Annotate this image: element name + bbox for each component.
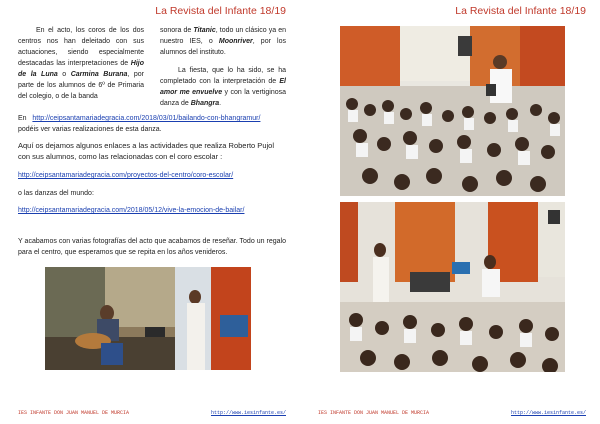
link-vive-line [18, 205, 286, 216]
link-bhangramur[interactable]: http://ceipsantamariadegracia.com/2018/03/01/bailando-con-bhangramur/ [32, 115, 261, 122]
right-page [300, 0, 600, 424]
footer-school-right: IES INFANTE DON JUAN MANUEL DE MURCIA [318, 410, 430, 416]
p3-b: y con la vertiginosa danza de [160, 89, 286, 107]
paragraph-titanic [160, 25, 286, 58]
text-column-2 [160, 25, 286, 109]
paragraph-fiesta [160, 65, 286, 109]
photo-guitarist-singer [45, 267, 251, 370]
intro-text: En el acto, los coros de los dos centros nos han deleitado con sus actuaciones, siendo especialmente destacadas las interpretaciones de [18, 27, 144, 67]
header-title: La Revista del Infante 18/19 [155, 5, 286, 17]
text-column-1 [18, 25, 144, 102]
p2-c: , por los alumnos del instituto. [160, 38, 286, 56]
link1-paragraph [18, 113, 286, 135]
link-vive-emocion[interactable]: http://ceipsantamariadegracia.com/2018/05/12/vive-la-emocion-de-bailar/ [18, 207, 245, 214]
song-carmina: Carmina Burana [70, 71, 128, 78]
p2-a: sonora de [160, 27, 194, 34]
photo-singer-teacher [340, 202, 565, 372]
photo-conductor-students [340, 26, 565, 196]
header-title-right: La Revista del Infante 18/19 [455, 5, 586, 17]
danzas-text: o las danzas del mundo: [18, 190, 94, 197]
closing-paragraph: Y acabamos con varias fotografías del acto que acabamos de reseñar. Todo un regalo para el centro, que esperamos que se repita en los años venideros. [18, 238, 286, 256]
link-coro-escolar-line [18, 170, 286, 181]
conj-text: o [57, 71, 71, 78]
aqui-paragraph: Aquí os dejamos algunos enlaces a las actividades que realiza Roberto Pujol con sus alumnos, como las relacionadas con el coro escolar : [18, 141, 274, 161]
song-amor: El amor me envuelve [160, 78, 286, 96]
footer-url-right[interactable]: http://www.iesinfante.es/ [510, 410, 586, 416]
footer-school: IES INFANTE DON JUAN MANUEL DE MURCIA [18, 410, 130, 416]
song-moonriver: Moonriver [218, 38, 253, 45]
p2-b: , todo un clásico ya en nuestro IES, o [160, 27, 286, 45]
footer-url[interactable]: http://www.iesinfante.es/ [210, 410, 286, 416]
p3-c: . [219, 100, 222, 107]
song-hijo: Hijo de la Luna [18, 60, 144, 78]
song-bhangra: Bhangra [190, 100, 220, 107]
en-label: En [18, 115, 27, 122]
link-coro-escolar[interactable]: http://ceipsantamariadegracia.com/proyectos-del-centro/coro-escolar/ [18, 172, 234, 179]
song-titanic: Titanic [193, 27, 216, 34]
p3-a: La fiesta, que lo ha sido, se ha completado con la interpretación de [160, 67, 286, 85]
intro-rest: , por parte de los alumnos de 6º de Primaria del colegio, o de la banda [18, 71, 144, 100]
link1-tail: podéis ver varias realizaciones de esta danza. [18, 126, 162, 133]
